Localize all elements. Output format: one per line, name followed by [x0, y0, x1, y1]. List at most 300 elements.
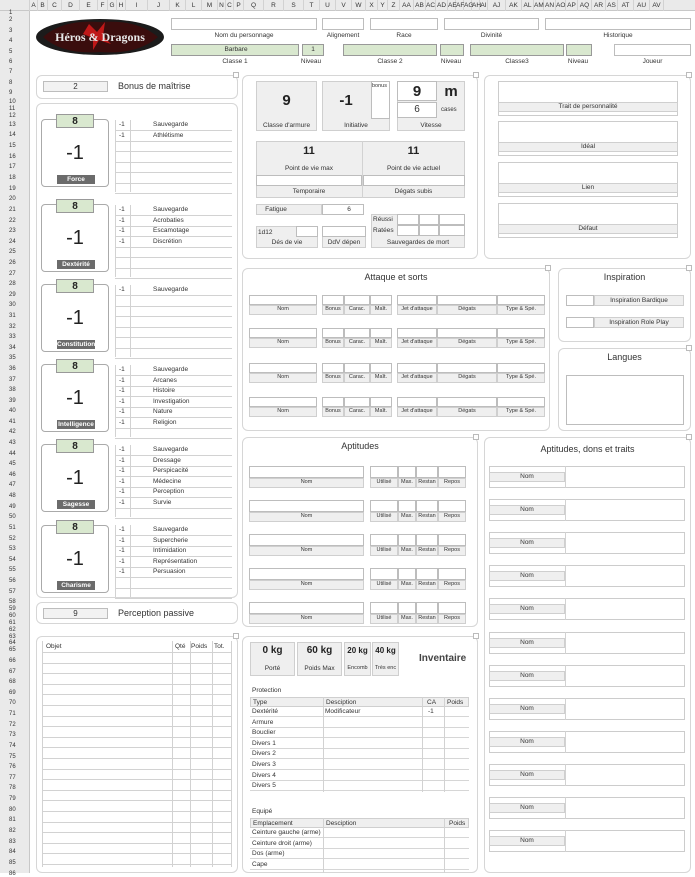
ability-modifier: -1: [66, 307, 84, 329]
ability-score-box[interactable]: [56, 114, 94, 128]
row-header[interactable]: 39: [9, 398, 16, 404]
protection-row[interactable]: [250, 739, 469, 749]
column-header[interactable]: E: [80, 0, 98, 11]
ability-score-box[interactable]: [56, 520, 94, 534]
attack-name-field[interactable]: [249, 295, 317, 305]
attack-roll-field[interactable]: [397, 363, 437, 373]
alignment-field[interactable]: [322, 18, 364, 30]
attack-type-field[interactable]: [497, 328, 545, 338]
attack-bonus-field[interactable]: [322, 363, 344, 373]
row-header[interactable]: 61: [9, 620, 16, 626]
column-header[interactable]: AU: [634, 0, 650, 11]
column-header[interactable]: H: [117, 0, 126, 11]
player-field[interactable]: [614, 44, 691, 56]
row-header[interactable]: 51: [9, 525, 16, 531]
attack-maitr-field[interactable]: [370, 295, 392, 305]
ability-score-box[interactable]: [56, 359, 94, 373]
attack-name-field[interactable]: [249, 397, 317, 407]
fatigue-value-field[interactable]: [322, 204, 364, 215]
aptitude-max-field[interactable]: [398, 568, 416, 580]
row-header[interactable]: 59: [9, 606, 16, 612]
column-header[interactable]: AP: [566, 0, 578, 11]
column-header[interactable]: S: [284, 0, 304, 11]
column-header[interactable]: AJ: [488, 0, 506, 11]
aptitude-name-field[interactable]: [249, 568, 364, 580]
attack-bonus-field[interactable]: [322, 397, 344, 407]
row-header[interactable]: 57: [9, 589, 16, 595]
protection-row[interactable]: [250, 760, 469, 770]
row-header[interactable]: 78: [9, 785, 16, 791]
panel-corner-handle[interactable]: [473, 633, 479, 639]
row-header[interactable]: 14: [9, 132, 16, 138]
row-header[interactable]: 2: [9, 17, 13, 23]
row-header[interactable]: 16: [9, 154, 16, 160]
aptitude-repos-field[interactable]: [438, 568, 466, 580]
row-header[interactable]: 1: [9, 10, 13, 16]
aptitude-name-field[interactable]: [249, 602, 364, 614]
aptitude-max-field[interactable]: [398, 500, 416, 512]
row-header[interactable]: 77: [9, 775, 16, 781]
row-header[interactable]: 58: [9, 599, 16, 605]
speed-value: 9: [412, 83, 422, 100]
skill-name[interactable]: Perspicacité: [153, 467, 189, 474]
skill-name[interactable]: Représentation: [153, 557, 198, 565]
column-header[interactable]: AO: [556, 2, 566, 9]
aptitude-max-field[interactable]: [398, 466, 416, 478]
row-header[interactable]: 86: [9, 871, 16, 877]
protection-row[interactable]: [250, 728, 469, 738]
skill-name[interactable]: Religion: [153, 418, 177, 426]
equipped-slot-header: Emplacement: [253, 820, 293, 827]
column-header[interactable]: C: [48, 0, 62, 11]
row-header[interactable]: 60: [9, 613, 16, 619]
column-header[interactable]: A: [30, 0, 38, 11]
aptitude-utilise-field[interactable]: [370, 568, 398, 580]
bonus-label: bonus: [372, 83, 387, 89]
row-header[interactable]: 35: [9, 355, 16, 361]
skill-row-line: [115, 598, 232, 599]
column-header[interactable]: AF: [456, 2, 465, 9]
protection-row[interactable]: [250, 781, 469, 791]
trait-label-box: [498, 102, 678, 112]
row-header[interactable]: 34: [9, 345, 16, 351]
skill-name[interactable]: Sauvegarde: [153, 206, 189, 213]
row-header[interactable]: 18: [9, 175, 16, 181]
skill-value: -1: [119, 446, 125, 453]
row-header[interactable]: 19: [9, 186, 16, 192]
skill-name[interactable]: Supercherie: [153, 536, 189, 544]
skill-name[interactable]: Sauvegarde: [153, 366, 189, 373]
column-header[interactable]: F: [98, 0, 108, 11]
race-field[interactable]: [370, 18, 438, 30]
ability-score-box[interactable]: [56, 199, 94, 213]
row-header[interactable]: 26: [9, 260, 16, 266]
aptitude-utilise-label: Utilisé: [376, 615, 392, 621]
attack-name-field[interactable]: [249, 363, 317, 373]
column-header[interactable]: M: [202, 0, 218, 11]
aptitude-repos-field[interactable]: [438, 466, 466, 478]
inspiration-bardic-field[interactable]: [566, 295, 594, 306]
row-header[interactable]: 69: [9, 690, 16, 696]
row-header[interactable]: 6: [9, 59, 13, 65]
skill-name[interactable]: Persuasion: [153, 568, 186, 575]
skill-col-line: [130, 445, 131, 517]
row-header[interactable]: 62: [9, 627, 16, 633]
column-header[interactable]: J: [148, 0, 170, 11]
protection-row[interactable]: [250, 707, 469, 717]
skill-name[interactable]: Perception: [153, 488, 185, 495]
row-header[interactable]: 70: [9, 700, 16, 706]
skill-name[interactable]: Sauvegarde: [153, 286, 189, 293]
row-header[interactable]: 56: [9, 578, 16, 584]
attack-damage-label: Dégats: [458, 408, 476, 414]
death-success-1[interactable]: [397, 214, 419, 225]
column-header[interactable]: V: [336, 0, 352, 11]
panel-corner-handle[interactable]: [545, 265, 551, 271]
attack-roll-field[interactable]: [397, 295, 437, 305]
temp-hp-field[interactable]: [256, 175, 362, 186]
row-header[interactable]: 27: [9, 271, 16, 277]
row-header[interactable]: 48: [9, 493, 16, 499]
proficiency-value-text: 2: [73, 82, 78, 91]
row-header[interactable]: 36: [9, 366, 16, 372]
row-header[interactable]: 17: [9, 164, 16, 170]
column-header[interactable]: R: [264, 0, 284, 11]
row-header[interactable]: 25: [9, 249, 16, 255]
aptitude-max-field[interactable]: [398, 534, 416, 546]
row-header[interactable]: 74: [9, 743, 16, 749]
skill-name[interactable]: Sauvegarde: [153, 446, 189, 453]
skill-name[interactable]: Sauvegarde: [153, 526, 189, 533]
row-header[interactable]: 29: [9, 292, 16, 298]
inspiration-roleplay-field[interactable]: [566, 317, 594, 328]
panel-corner-handle[interactable]: [686, 434, 692, 440]
class2-level-field[interactable]: [440, 44, 464, 56]
row-header[interactable]: 75: [9, 754, 16, 760]
languages-field[interactable]: [566, 375, 684, 425]
column-header[interactable]: L: [186, 0, 202, 11]
column-header[interactable]: AT: [618, 0, 634, 11]
inventory-row-line: [42, 779, 232, 780]
class3-level-field[interactable]: [566, 44, 592, 56]
hit-dice-field[interactable]: [296, 226, 318, 237]
character-name-field[interactable]: [171, 18, 317, 30]
row-header[interactable]: 43: [9, 440, 16, 446]
row-header[interactable]: 85: [9, 860, 16, 866]
feat-name-label: Nom: [520, 804, 534, 811]
skill-value: -1: [119, 366, 125, 373]
protection-type: Divers 5: [252, 782, 276, 790]
aptitude-restant-field[interactable]: [416, 500, 438, 512]
column-header[interactable]: AS: [606, 0, 618, 11]
ability-score-box[interactable]: [56, 439, 94, 453]
row-header[interactable]: 8: [9, 80, 13, 86]
row-header[interactable]: 71: [9, 711, 16, 717]
row-header[interactable]: 12: [9, 113, 16, 119]
attack-maitr-field[interactable]: [370, 328, 392, 338]
row-header[interactable]: 5: [9, 49, 13, 55]
ability-score-box[interactable]: [56, 279, 94, 293]
row-header[interactable]: 50: [9, 514, 16, 520]
column-header[interactable]: P: [234, 0, 244, 11]
panel-corner-handle[interactable]: [686, 265, 692, 271]
row-header[interactable]: 46: [9, 472, 16, 478]
attack-damage-field[interactable]: [437, 328, 497, 338]
attack-type-label: Type & Spé.: [506, 374, 536, 380]
column-header[interactable]: I: [126, 0, 148, 11]
skill-name[interactable]: Discrétion: [153, 237, 182, 245]
equipped-row[interactable]: [250, 828, 469, 838]
row-header[interactable]: 76: [9, 764, 16, 770]
row-header[interactable]: 24: [9, 239, 16, 245]
skill-name[interactable]: Sauvegarde: [153, 121, 189, 128]
row-header[interactable]: 83: [9, 839, 16, 845]
row-header[interactable]: 13: [9, 122, 16, 128]
row-header[interactable]: 9: [9, 90, 13, 96]
column-header[interactable]: N: [218, 0, 226, 11]
column-header[interactable]: Q: [244, 0, 264, 11]
row-header[interactable]: 32: [9, 324, 16, 330]
aptitude-restant-field[interactable]: [416, 466, 438, 478]
row-header[interactable]: 73: [9, 732, 16, 738]
aptitude-repos-field[interactable]: [438, 602, 466, 614]
row-header[interactable]: 67: [9, 669, 16, 675]
skill-name[interactable]: Intimidation: [153, 547, 187, 554]
row-header[interactable]: 68: [9, 679, 16, 685]
aptitude-max-label: Max.: [401, 615, 413, 621]
attacks-title: Attaque et sorts: [364, 272, 428, 282]
column-header[interactable]: AE: [448, 2, 457, 9]
class3-field[interactable]: [470, 44, 564, 56]
column-header[interactable]: AC: [426, 2, 436, 9]
attack-name-field[interactable]: [249, 328, 317, 338]
inventory-row-line: [42, 673, 232, 674]
attack-maitr-field[interactable]: [370, 397, 392, 407]
column-header[interactable]: AD: [436, 2, 447, 9]
row-header[interactable]: 11: [9, 106, 16, 112]
column-header[interactable]: AN: [544, 2, 555, 9]
aptitude-utilise-field[interactable]: [370, 534, 398, 546]
equipped-row[interactable]: [250, 860, 469, 870]
attack-carac-field[interactable]: [344, 363, 370, 373]
aptitude-utilise-field[interactable]: [370, 466, 398, 478]
attack-maitr-field[interactable]: [370, 363, 392, 373]
panel-corner-handle[interactable]: [473, 72, 479, 78]
row-header[interactable]: 31: [9, 313, 16, 319]
column-header[interactable]: Z: [388, 0, 400, 11]
equipped-row[interactable]: [250, 849, 469, 859]
aptitude-utilise-field[interactable]: [370, 500, 398, 512]
panel-corner-handle[interactable]: [686, 72, 692, 78]
panel-corner-handle[interactable]: [686, 345, 692, 351]
attack-roll-field[interactable]: [397, 397, 437, 407]
alignment-label: Alignement: [326, 32, 360, 39]
row-header[interactable]: 40: [9, 408, 16, 414]
history-field[interactable]: [545, 18, 691, 30]
skill-name[interactable]: Médecine: [153, 477, 182, 485]
row-header[interactable]: 53: [9, 546, 16, 552]
skill-name[interactable]: Survie: [153, 498, 172, 506]
panel-corner-handle[interactable]: [233, 633, 239, 639]
row-header[interactable]: 80: [9, 807, 16, 813]
protection-row[interactable]: [250, 771, 469, 781]
column-header[interactable]: AV: [650, 0, 664, 11]
temp-hp-label: Temporaire: [292, 188, 326, 195]
row-header[interactable]: 7: [9, 69, 13, 75]
row-header[interactable]: 44: [9, 451, 16, 457]
panel-corner-handle[interactable]: [233, 72, 239, 78]
row-header[interactable]: 66: [9, 658, 16, 664]
column-header[interactable]: AQ: [578, 0, 592, 11]
column-header[interactable]: AG: [464, 2, 474, 9]
skill-name[interactable]: Histoire: [153, 387, 176, 394]
protection-row[interactable]: [250, 718, 469, 728]
attack-damage-field[interactable]: [437, 363, 497, 373]
column-header[interactable]: D: [62, 0, 80, 11]
attack-type-field[interactable]: [497, 397, 545, 407]
attack-bonus-field[interactable]: [322, 295, 344, 305]
class1-field[interactable]: [171, 44, 299, 56]
skill-name[interactable]: Dressage: [153, 456, 181, 464]
aptitude-max-field[interactable]: [398, 602, 416, 614]
row-header[interactable]: 63: [9, 634, 16, 640]
inventory-col-line: [190, 641, 191, 867]
class1-level-field[interactable]: [302, 44, 324, 56]
panel-corner-handle[interactable]: [473, 434, 479, 440]
column-header[interactable]: U: [320, 0, 336, 11]
proficiency-value[interactable]: [43, 81, 108, 92]
death-fail-3[interactable]: [439, 225, 465, 236]
equipped-slot: Ceinture gauche (arme): [252, 829, 321, 836]
row-header[interactable]: 64: [9, 640, 16, 646]
skill-value: -1: [119, 216, 125, 224]
inventory-row-line: [42, 737, 232, 738]
trait-label-box: [498, 183, 678, 193]
aptitude-restant-field[interactable]: [416, 568, 438, 580]
aptitude-repos-field[interactable]: [438, 500, 466, 512]
attack-bonus-field[interactable]: [322, 328, 344, 338]
row-header[interactable]: 84: [9, 849, 16, 855]
protection-type-header: Type: [253, 699, 268, 706]
death-fail-2[interactable]: [419, 225, 439, 236]
row-header[interactable]: 37: [9, 377, 16, 383]
row-header[interactable]: 20: [9, 196, 16, 202]
row-header[interactable]: 4: [9, 38, 13, 44]
row-header[interactable]: 30: [9, 302, 16, 308]
row-header[interactable]: 42: [9, 429, 16, 435]
attack-type-field[interactable]: [497, 295, 545, 305]
column-header[interactable]: AH: [472, 2, 482, 9]
damage-field[interactable]: [363, 175, 465, 186]
protection-row[interactable]: [250, 749, 469, 759]
attack-damage-field[interactable]: [437, 295, 497, 305]
attack-carac-field[interactable]: [344, 328, 370, 338]
row-header[interactable]: 28: [9, 281, 16, 287]
row-header[interactable]: 21: [9, 207, 16, 213]
aptitude-restant-field[interactable]: [416, 602, 438, 614]
row-header[interactable]: 72: [9, 722, 16, 728]
inventory-qte-header: Qté: [175, 643, 186, 650]
column-header[interactable]: K: [170, 0, 186, 11]
aptitude-repos-field[interactable]: [438, 534, 466, 546]
divinity-field[interactable]: [444, 18, 539, 30]
skill-name[interactable]: Arcanes: [153, 376, 177, 384]
row-header[interactable]: 10: [9, 99, 16, 105]
death-success-3[interactable]: [439, 214, 465, 225]
column-header[interactable]: B: [38, 0, 48, 11]
row-header[interactable]: 82: [9, 828, 16, 834]
column-header[interactable]: AM: [534, 2, 544, 9]
row-header[interactable]: 15: [9, 143, 16, 149]
column-header[interactable]: AL: [522, 0, 534, 11]
row-header[interactable]: 45: [9, 461, 16, 467]
skill-value: -1: [119, 227, 125, 234]
column-header[interactable]: AR: [592, 0, 606, 11]
row-header[interactable]: 54: [9, 557, 16, 563]
row-header[interactable]: 55: [9, 567, 16, 573]
aptitude-utilise-field[interactable]: [370, 602, 398, 614]
skill-name[interactable]: Investigation: [153, 397, 190, 405]
column-header[interactable]: C: [226, 0, 234, 11]
row-header[interactable]: 38: [9, 387, 16, 393]
column-header[interactable]: T: [304, 0, 320, 11]
row-header[interactable]: 41: [9, 419, 16, 425]
death-fail-1[interactable]: [397, 225, 419, 236]
hit-dice-spent-field[interactable]: [322, 226, 366, 237]
row-header[interactable]: 47: [9, 482, 16, 488]
row-header[interactable]: 23: [9, 228, 16, 234]
row-header[interactable]: 79: [9, 796, 16, 802]
skill-name[interactable]: Athlétisme: [153, 131, 184, 139]
row-header[interactable]: 81: [9, 817, 16, 823]
attack-carac-field[interactable]: [344, 397, 370, 407]
protection-type: Divers 4: [252, 771, 276, 779]
column-header[interactable]: AB: [414, 0, 426, 11]
skill-name[interactable]: Nature: [153, 408, 173, 415]
row-header[interactable]: 33: [9, 334, 16, 340]
aptitude-restant-label: Restan: [418, 513, 436, 519]
row-header[interactable]: 49: [9, 504, 16, 510]
attack-roll-field[interactable]: [397, 328, 437, 338]
attack-type-field[interactable]: [497, 363, 545, 373]
equipped-row[interactable]: [250, 839, 469, 849]
aptitude-restant-label: Restan: [418, 479, 436, 485]
column-header[interactable]: X: [366, 0, 378, 11]
row-header[interactable]: 52: [9, 536, 16, 542]
column-header[interactable]: AK: [506, 0, 522, 11]
death-success-2[interactable]: [419, 214, 439, 225]
skill-name[interactable]: Escamotage: [153, 227, 190, 234]
column-header[interactable]: AA: [400, 0, 414, 11]
skill-name[interactable]: Acrobaties: [153, 216, 184, 224]
row-header[interactable]: 3: [9, 28, 13, 34]
class2-field[interactable]: [343, 44, 437, 56]
passive-perception-value[interactable]: [43, 608, 108, 619]
aptitude-restant-field[interactable]: [416, 534, 438, 546]
row-header[interactable]: 65: [9, 647, 16, 653]
aptitude-name-field[interactable]: [249, 500, 364, 512]
skill-row-line: [115, 428, 232, 429]
column-header[interactable]: Y: [378, 0, 388, 11]
attack-carac-field[interactable]: [344, 295, 370, 305]
attack-damage-field[interactable]: [437, 397, 497, 407]
aptitude-name-field[interactable]: [249, 534, 364, 546]
row-header[interactable]: 22: [9, 218, 16, 224]
column-header[interactable]: W: [352, 0, 366, 11]
column-header[interactable]: AI: [480, 2, 487, 9]
aptitude-name-field[interactable]: [249, 466, 364, 478]
column-header[interactable]: G: [108, 0, 117, 11]
